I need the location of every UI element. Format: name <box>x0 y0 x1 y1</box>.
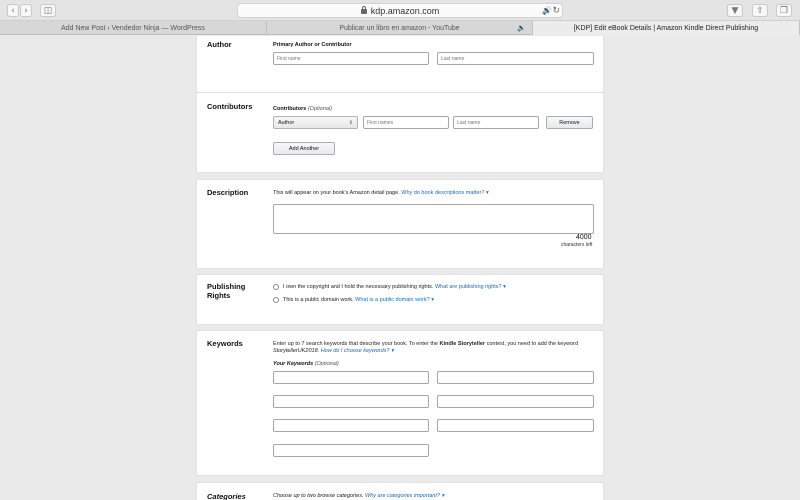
description-section <box>196 179 604 269</box>
keyword-input-5[interactable] <box>273 419 429 432</box>
keywords-section <box>196 330 604 476</box>
sidebar-button[interactable] <box>40 4 56 17</box>
your-keywords-text: Your Keywords <box>273 361 314 367</box>
characters-left-count: 4000 <box>576 234 592 241</box>
optional-tag: (Optional) <box>314 361 339 367</box>
description-help-text: This will appear on your book's Amazon detail page. <box>273 190 400 196</box>
author-last-name-input[interactable]: Last name <box>437 52 594 65</box>
caret-down-icon: ▾ <box>431 297 435 303</box>
contributor-last-name-input[interactable]: Last name <box>453 116 539 129</box>
help-text-a: Enter up to 7 search keywords that describe your book. To enter the <box>273 341 440 347</box>
keyword-input-7[interactable] <box>273 444 429 457</box>
contributor-first-name-input[interactable]: First names <box>363 116 449 129</box>
contributors-label-text: Contributors <box>273 106 307 112</box>
tab-title: Publicar un libro en amazon - YouTube <box>339 24 460 32</box>
your-keywords-label <box>273 361 339 367</box>
keywords-help-line1 <box>273 341 578 347</box>
speaker-icon[interactable]: 🔈 <box>517 25 526 32</box>
author-title: Author <box>207 40 232 49</box>
url-text: kdp.amazon.com <box>370 5 440 16</box>
keywords-title: Keywords <box>207 339 243 348</box>
lock-icon <box>361 9 367 14</box>
tab-wordpress[interactable] <box>0 21 267 35</box>
keyword-input-1[interactable] <box>273 371 429 384</box>
browser-toolbar <box>0 0 800 21</box>
description-help <box>273 190 489 196</box>
address-bar[interactable] <box>237 3 563 18</box>
contributors-section <box>196 92 604 173</box>
categories-title: Categories <box>207 492 246 500</box>
keyword-input-3[interactable] <box>273 395 429 408</box>
public-domain-radio[interactable] <box>273 297 279 303</box>
contributors-label <box>273 106 332 112</box>
categories-section <box>196 482 604 500</box>
forward-button[interactable] <box>20 4 32 17</box>
share-icon: ⇧ <box>756 5 764 16</box>
reload-icon[interactable]: ↻ <box>552 5 560 15</box>
optional-tag: (Optional) <box>307 106 332 112</box>
description-help-link[interactable]: Why do book descriptions matter? <box>401 190 485 196</box>
tab-bar <box>0 21 800 35</box>
title-line-1: Publishing <box>207 282 246 291</box>
categories-help-link[interactable]: Why are categories important? <box>365 493 440 499</box>
download-icon: ▼ <box>731 5 739 16</box>
choose-keywords-link[interactable]: How do I choose keywords? <box>320 348 390 354</box>
keyword-input-4[interactable] <box>437 395 594 408</box>
keyword-input-6[interactable] <box>437 419 594 432</box>
caret-down-icon: ▾ <box>391 348 394 354</box>
publishing-rights-title <box>207 282 245 300</box>
back-button[interactable] <box>7 4 19 17</box>
caret-down-icon: ▾ <box>441 493 445 499</box>
sidebar-icon: ◫ <box>43 5 53 16</box>
share-button[interactable] <box>752 4 768 17</box>
own-rights-label[interactable] <box>283 284 506 290</box>
storyteller-bold: Kindle Storyteller <box>439 341 486 347</box>
storyteller-keyword: StorytellerUK2018. <box>273 348 320 354</box>
tab-title: [KDP] Edit eBook Details | Amazon Kindle Direct Publishing <box>573 24 759 32</box>
characters-left-label: characters left <box>561 242 593 248</box>
description-title: Description <box>207 188 249 197</box>
primary-author-label: Primary Author or Contributor <box>273 42 352 48</box>
description-textarea[interactable] <box>273 204 594 234</box>
keyword-input-2[interactable] <box>437 371 594 384</box>
author-first-name-input[interactable]: First name <box>273 52 429 65</box>
add-another-button[interactable]: Add Another <box>273 142 335 155</box>
public-domain-link[interactable]: What is a public domain work? <box>355 297 430 303</box>
title-line-2: Rights <box>207 291 231 300</box>
own-rights-radio[interactable] <box>273 284 279 290</box>
role-value: Author <box>278 119 295 126</box>
help-text-c: contest, you need to add the keyword <box>485 341 579 347</box>
own-rights-link[interactable]: What are publishing rights? <box>434 284 502 290</box>
publishing-rights-section <box>196 274 604 325</box>
own-rights-text: I own the copyright and I hold the necessary publishing rights. <box>283 284 434 290</box>
categories-help-text: Choose up to two browse categories. <box>273 493 364 499</box>
keywords-help-line2 <box>273 348 394 354</box>
tabs-icon: ❐ <box>779 5 789 16</box>
chevron-left-icon: ‹ <box>11 5 15 16</box>
audio-icon[interactable]: 🔊 <box>542 6 552 15</box>
public-domain-label[interactable] <box>283 297 434 303</box>
page-content <box>0 36 800 500</box>
contributor-role-select[interactable] <box>273 116 358 129</box>
chevron-right-icon: › <box>24 5 28 16</box>
categories-help <box>273 493 444 499</box>
caret-down-icon: ▾ <box>503 284 506 290</box>
tab-youtube[interactable] <box>267 21 533 35</box>
tab-title: Add New Post ‹ Vendedor Ninja — WordPress <box>61 24 205 32</box>
downloads-button[interactable] <box>727 4 743 17</box>
tab-kdp[interactable] <box>533 21 800 35</box>
tabs-overview-button[interactable] <box>776 4 792 17</box>
public-domain-text: This is a public domain work. <box>283 297 354 303</box>
contributors-title: Contributors <box>207 102 253 111</box>
updown-arrow-icon: ⇕ <box>348 119 353 126</box>
caret-down-icon: ▾ <box>485 190 489 196</box>
remove-contributor-button[interactable]: Remove <box>546 116 593 129</box>
